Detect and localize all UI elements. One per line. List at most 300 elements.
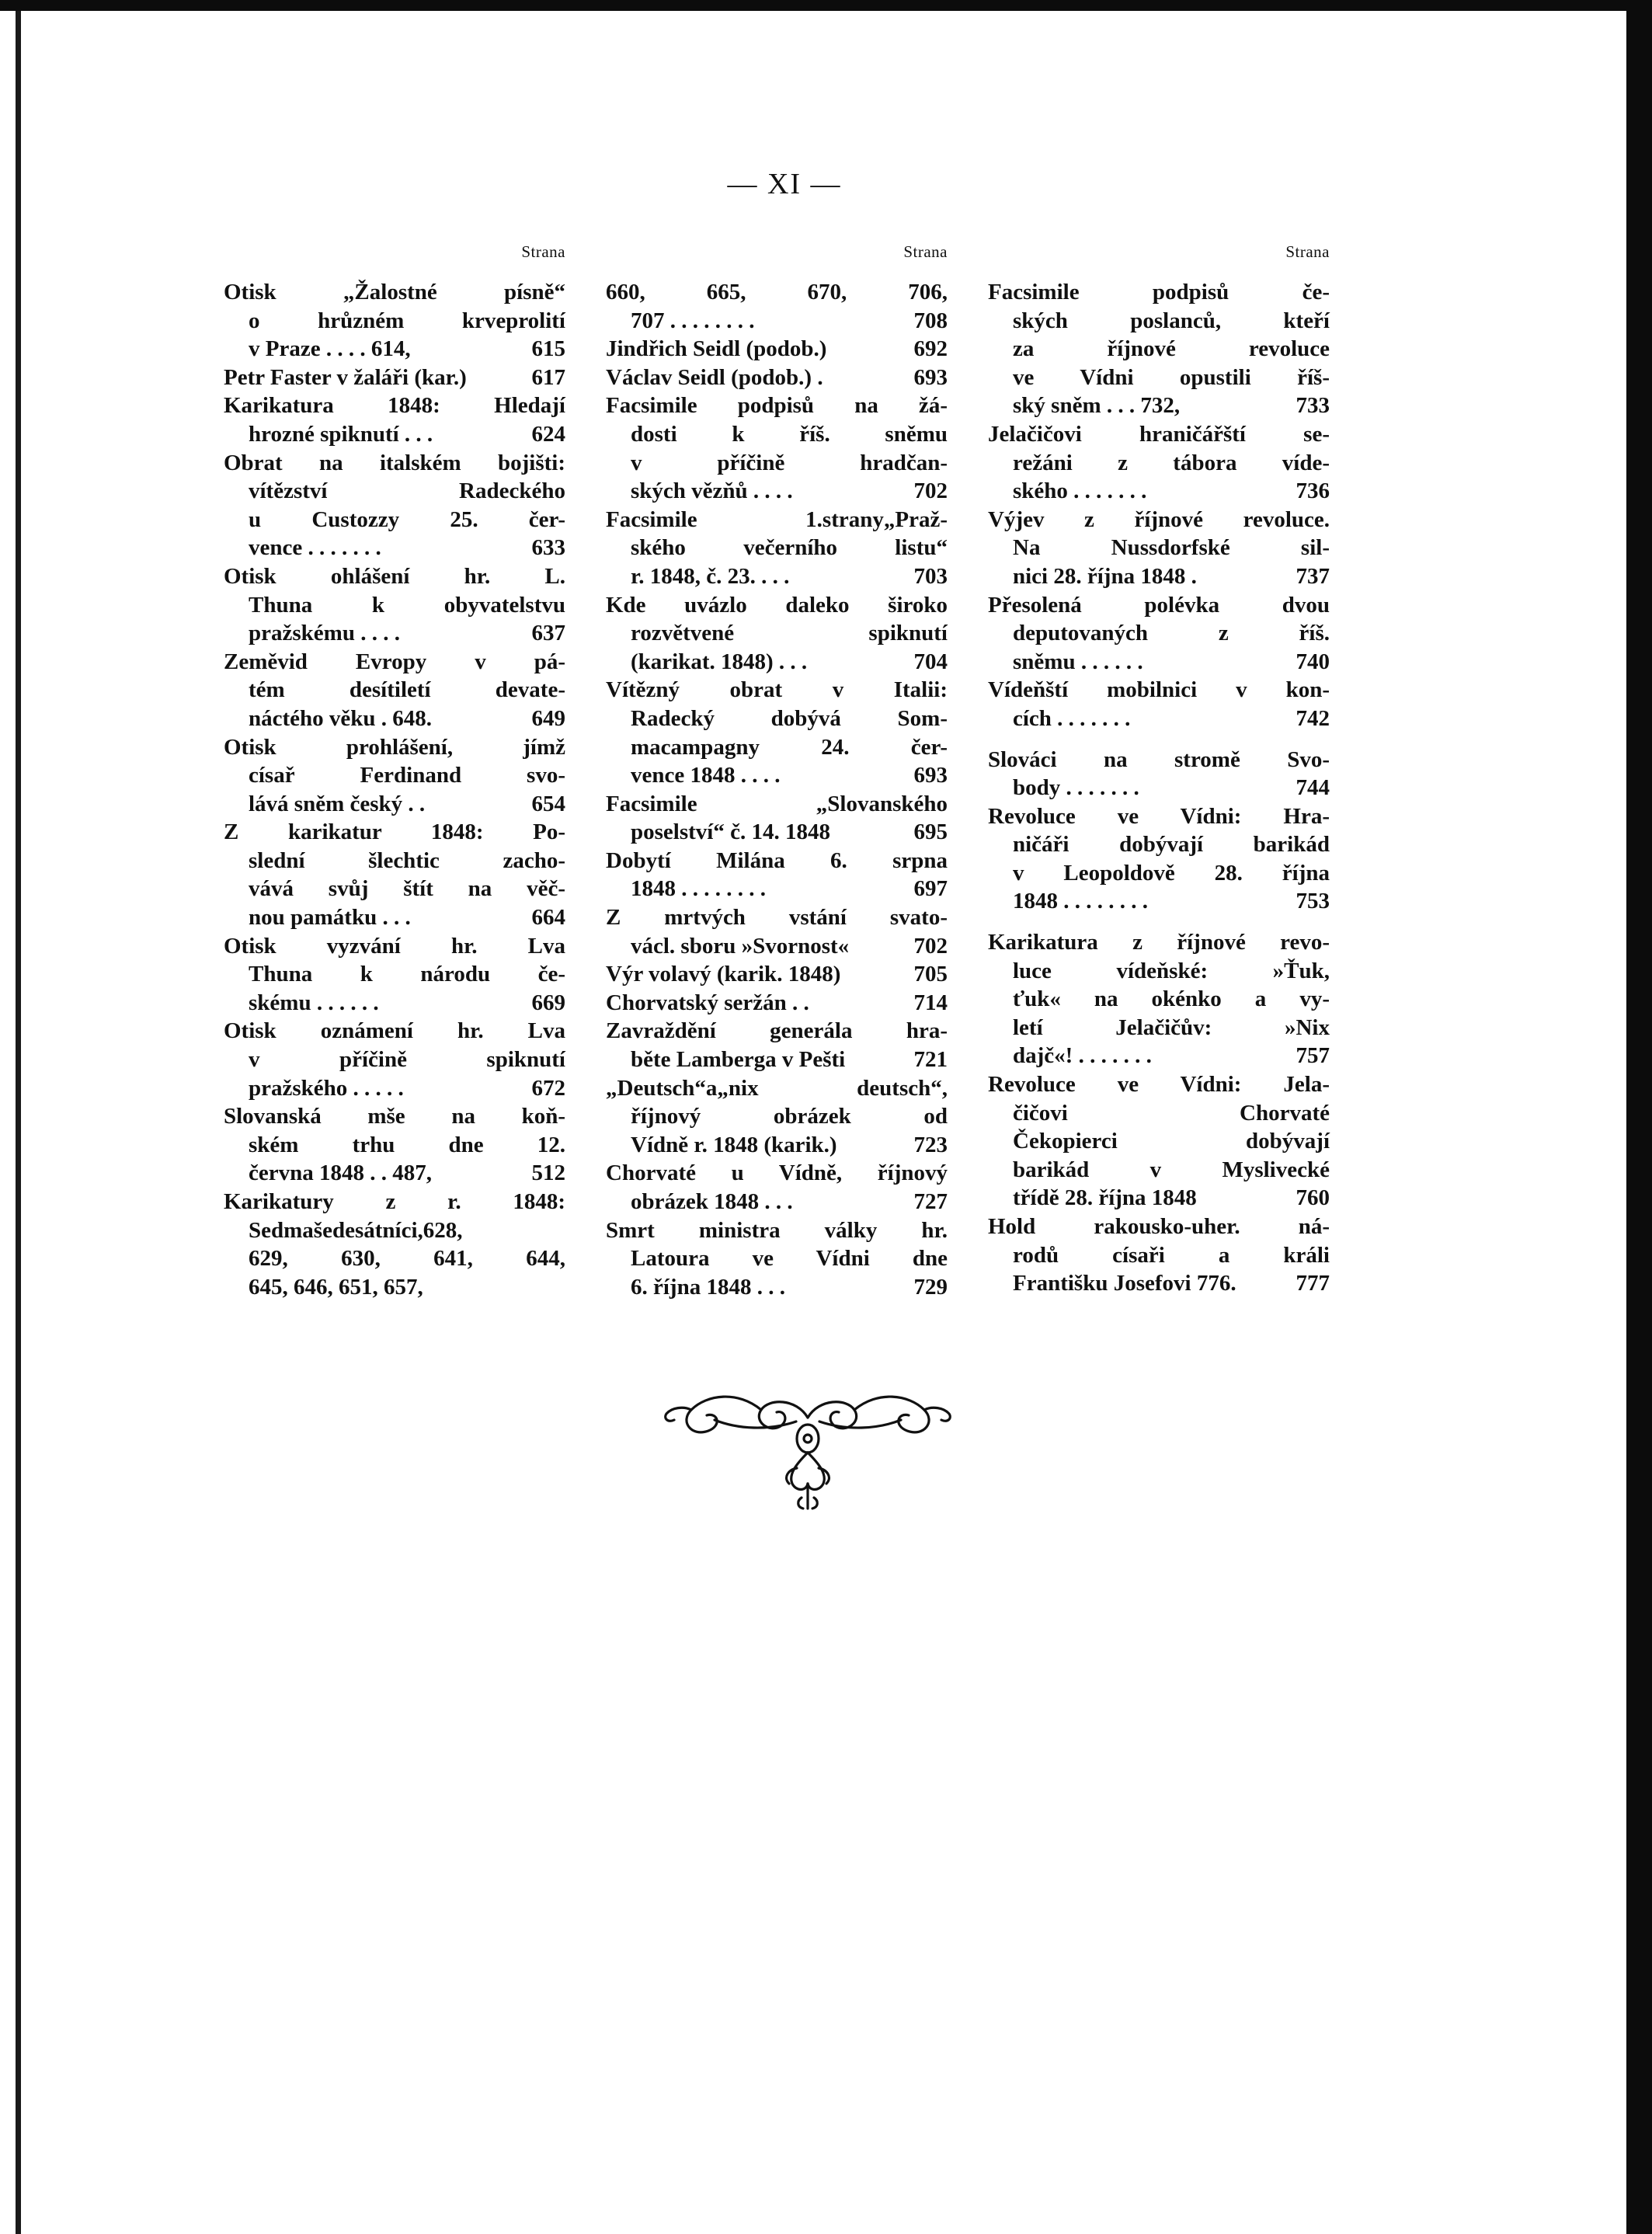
page-ref: 714	[913, 990, 948, 1015]
index-entry	[606, 1159, 948, 1216]
entry-text: Kde uvázlo daleko široko	[606, 592, 948, 618]
page-number: — XI —	[727, 168, 842, 200]
entry-text: císař Ferdinand svo-	[249, 763, 565, 788]
index-entry	[224, 733, 565, 819]
entry-text: čičovi Chorvaté	[1013, 1100, 1330, 1126]
index-entry	[988, 928, 1330, 1070]
index-entry	[224, 449, 565, 562]
index-entry-line	[606, 420, 948, 449]
entry-text: Václav Seidl (podob.) .	[606, 364, 823, 390]
entry-text: hrozné spiknutí . . .	[249, 421, 433, 447]
page-ref: 740	[1296, 649, 1330, 674]
index-entry-line	[606, 818, 948, 847]
index-entry-line	[224, 506, 565, 534]
entry-text: Karikatura z říjnové revo-	[988, 930, 1330, 955]
page-ref: 617	[531, 364, 565, 390]
index-entry-line	[224, 790, 565, 819]
entry-text: r. 1848, č. 23. . . .	[631, 563, 790, 589]
index-entry-line	[224, 335, 565, 364]
index-entry-line	[606, 562, 948, 591]
entry-text: ských vězňů . . . .	[631, 478, 793, 504]
index-entry-line	[606, 733, 948, 762]
index-entry-line	[988, 278, 1330, 307]
index-entry-line	[224, 1244, 565, 1273]
index-entry-line	[224, 932, 565, 961]
index-entry-line	[988, 1213, 1330, 1241]
entry-text: vence . . . . . . .	[249, 535, 381, 561]
entry-text: Výjev z říjnové revoluce.	[988, 506, 1330, 532]
index-entry-line	[988, 676, 1330, 705]
entry-text: Smrt ministra války hr.	[606, 1217, 948, 1243]
index-entry-line	[988, 1042, 1330, 1070]
entry-text: vává svůj štít na věč-	[249, 876, 565, 902]
entry-text: náctého věku . 648.	[249, 705, 433, 731]
entry-text: rodů císaři a králi	[1013, 1242, 1330, 1268]
index-entry-line	[606, 1216, 948, 1245]
page-ref: 637	[531, 621, 565, 646]
entry-text: 1848 . . . . . . . .	[1013, 889, 1148, 914]
index-entry	[224, 562, 565, 648]
page-ref: 693	[913, 763, 948, 788]
index-entry-line	[224, 1131, 565, 1160]
entry-text: Chorvaté u Vídně, říjnový	[606, 1160, 948, 1186]
index-entry-line	[606, 307, 948, 336]
entry-text: Na Nussdorfské sil-	[1013, 535, 1330, 561]
index-entry	[606, 391, 948, 505]
entry-text: Obrat na italském bojišti:	[224, 450, 565, 475]
index-entry	[988, 420, 1330, 506]
index-entry-line	[988, 648, 1330, 677]
entry-text: Petr Faster v žaláři (kar.)	[224, 364, 467, 390]
index-entry-line	[224, 1216, 565, 1245]
entry-text: ského večerního listu“	[631, 535, 948, 561]
entry-text: pražskému . . . .	[249, 621, 400, 646]
entry-text: Thuna k obyvatelstvu	[249, 592, 565, 618]
index-entry-line	[224, 307, 565, 336]
entry-text: v Leopoldově 28. října	[1013, 860, 1330, 886]
index-entry	[224, 1188, 565, 1301]
entry-text: cích . . . . . . .	[1013, 705, 1131, 731]
index-entry-line	[224, 278, 565, 307]
index-entry-line	[988, 985, 1330, 1014]
entry-text: slední šlechtic zacho-	[249, 847, 565, 873]
entry-text: nou památku . . .	[249, 905, 411, 931]
entry-text: Karikatury z r. 1848:	[224, 1189, 565, 1214]
index-entry	[224, 1102, 565, 1188]
page-ref: 697	[913, 876, 948, 902]
index-entry-line	[606, 1046, 948, 1074]
entry-text: 6. října 1848 . . .	[631, 1274, 785, 1300]
index-entry-line	[988, 534, 1330, 562]
index-entry-line	[606, 1188, 948, 1216]
index-entry-line	[988, 1156, 1330, 1185]
page-ref: 736	[1296, 478, 1330, 504]
index-entry-line	[224, 648, 565, 677]
index-entry	[606, 1017, 948, 1074]
entry-text: ťuk« na okénko a vy-	[1013, 987, 1330, 1012]
index-entry-line	[224, 1074, 565, 1103]
entry-text: Výr volavý (karik. 1848)	[606, 962, 841, 987]
index-entry-line	[606, 1074, 948, 1103]
entry-text: Jindřich Seidl (podob.)	[606, 336, 827, 362]
column-header-strana: Strana	[1285, 242, 1330, 261]
index-entry	[606, 1216, 948, 1302]
page-ref: 702	[913, 478, 948, 504]
index-entry-line	[988, 307, 1330, 336]
entry-text: Radecký dobývá Som-	[631, 705, 948, 731]
index-entry	[988, 506, 1330, 591]
index-entry-line	[606, 790, 948, 819]
index-entry-line	[224, 761, 565, 790]
page-ref: 695	[913, 819, 948, 845]
entry-text: v příčině spiknutí	[249, 1047, 565, 1073]
entry-text: Jelačičovi hraničářští se-	[988, 421, 1330, 447]
page-ref: 723	[913, 1132, 948, 1157]
index-entry-line	[988, 1184, 1330, 1213]
page-ref: 777	[1296, 1271, 1330, 1296]
page-ref: 757	[1296, 1043, 1330, 1069]
entry-text: o hrůzném krveprolití	[249, 308, 565, 333]
page-ref: 742	[1296, 705, 1330, 731]
index-entry-line	[224, 818, 565, 847]
decorative-ornament	[637, 1375, 979, 1530]
entry-text: vítězství Radeckého	[249, 478, 565, 504]
entry-text: Vídně r. 1848 (karik.)	[631, 1132, 837, 1157]
index-entry-line	[224, 391, 565, 420]
index-entry-line	[988, 1269, 1330, 1298]
index-entries	[988, 278, 1330, 1298]
index-entry	[224, 1017, 565, 1102]
page-ref: 729	[913, 1274, 948, 1300]
index-entry-line	[606, 477, 948, 506]
index-entry-line	[224, 534, 565, 562]
entry-text: ském trhu dne 12.	[249, 1132, 565, 1157]
entry-text: běte Lamberga v Pešti	[631, 1047, 846, 1073]
entry-text: dajč«! . . . . . . .	[1013, 1043, 1152, 1069]
index-entry-line	[224, 705, 565, 733]
index-entry-line	[606, 1244, 948, 1273]
index-entry-line	[224, 875, 565, 903]
entry-text: václ. sboru »Svornost«	[631, 933, 850, 959]
index-entry	[606, 506, 948, 591]
index-entry-line	[224, 591, 565, 620]
index-entry	[606, 960, 948, 989]
index-entry-line	[606, 449, 948, 478]
entry-text: Vítězný obrat v Italii:	[606, 677, 948, 703]
index-entry-line	[988, 562, 1330, 591]
index-entry	[988, 746, 1330, 802]
index-entry-line	[988, 928, 1330, 957]
index-entry-line	[224, 477, 565, 506]
entry-text: letí Jelačičův: »Nix	[1013, 1014, 1330, 1040]
index-entry-line	[606, 506, 948, 534]
ornament-flourish-icon	[637, 1375, 979, 1530]
entry-text: barikád v Myslivecké	[1013, 1157, 1330, 1182]
entry-text: nici 28. října 1848 .	[1013, 563, 1197, 589]
index-entry-line	[224, 1188, 565, 1216]
index-entry	[224, 648, 565, 733]
index-entry-line	[606, 676, 948, 705]
scan-border-left	[16, 11, 21, 2234]
entry-text: Facsimile 1.strany„Praž-	[606, 506, 948, 532]
entry-text: ského . . . . . . .	[1013, 478, 1147, 504]
entry-text: Facsimile podpisů na žá-	[606, 393, 948, 419]
index-entry-line	[224, 420, 565, 449]
entry-text: Facsimile „Slovanského	[606, 791, 948, 816]
index-entry-line	[606, 335, 948, 364]
index-entry-line	[606, 391, 948, 420]
index-entry-line	[988, 506, 1330, 534]
index-entries	[224, 278, 565, 1301]
index-entry-line	[606, 875, 948, 903]
index-entry-line	[606, 1102, 948, 1131]
index-entry-line	[988, 859, 1330, 888]
index-entry-line	[606, 932, 948, 961]
index-entry-line	[988, 887, 1330, 916]
entry-text: Dobytí Milána 6. srpna	[606, 847, 948, 873]
index-entry-line	[988, 705, 1330, 733]
index-entry-line	[224, 676, 565, 705]
entry-text: ve Vídni opustili říš-	[1013, 364, 1330, 390]
index-entry	[988, 802, 1330, 916]
index-entry	[988, 1213, 1330, 1298]
page-ref: 512	[531, 1160, 565, 1186]
entry-text: třídě 28. října 1848	[1013, 1185, 1197, 1211]
entry-text: Revoluce ve Vídni: Hra-	[988, 803, 1330, 829]
column-header-strana: Strana	[903, 242, 948, 261]
entry-text: u Custozzy 25. čer-	[249, 506, 565, 532]
entry-text: Z mrtvých vstání svato-	[606, 905, 948, 931]
index-entry-line	[988, 364, 1330, 392]
index-entry-line	[988, 1241, 1330, 1270]
index-entry-line	[224, 1159, 565, 1188]
page-ref: 721	[913, 1047, 948, 1073]
index-entry-line	[606, 761, 948, 790]
index-entry	[606, 591, 948, 677]
index-entry	[606, 903, 948, 960]
index-entry-line	[606, 847, 948, 875]
index-entry	[606, 790, 948, 847]
index-entry-line	[988, 957, 1330, 986]
index-entry-line	[606, 591, 948, 620]
entry-text: Otisk vyzvání hr. Lva	[224, 933, 565, 959]
index-entry-line	[988, 1127, 1330, 1156]
index-entry-line	[606, 960, 948, 989]
entry-text: Zavraždění generála hra-	[606, 1018, 948, 1044]
index-entry	[988, 278, 1330, 420]
index-entry-line	[988, 335, 1330, 364]
index-entry-line	[224, 449, 565, 478]
index-entry-line	[606, 619, 948, 648]
index-entry-line	[224, 562, 565, 591]
entry-text: Chorvatský seržán . .	[606, 990, 809, 1015]
entry-text: Slováci na stromě Svo-	[988, 746, 1330, 772]
index-entry-line	[988, 802, 1330, 831]
entry-text: 645, 646, 651, 657,	[249, 1274, 423, 1300]
entry-text: v Praze . . . . 614,	[249, 336, 411, 362]
entry-text: ských poslanců, kteří	[1013, 308, 1330, 333]
entry-text: Hold rakousko-uher. ná-	[988, 1214, 1330, 1239]
page-ref: 693	[913, 364, 948, 390]
index-entry-line	[606, 1017, 948, 1046]
index-entry-line	[224, 364, 565, 392]
entry-text: ský sněm . . . 732,	[1013, 393, 1181, 419]
index-entry-line	[606, 1273, 948, 1302]
index-entry	[606, 847, 948, 903]
index-entries	[606, 278, 948, 1301]
index-entry	[224, 818, 565, 931]
index-entry-line	[606, 648, 948, 677]
scan-border-top	[0, 0, 1652, 11]
entry-text: Zeměvid Evropy v pá-	[224, 649, 565, 674]
entry-text: 660, 665, 670, 706,	[606, 280, 948, 304]
index-entry-line	[988, 1014, 1330, 1042]
page-ref: 615	[531, 336, 565, 362]
entry-text: (karikat. 1848) . . .	[631, 649, 808, 674]
page-ref: 624	[531, 421, 565, 447]
entry-text: deputovaných z říš.	[1013, 621, 1330, 646]
page-ref: 704	[913, 649, 948, 674]
scan-border-right	[1626, 11, 1652, 2234]
page-ref: 692	[913, 336, 948, 362]
entry-text: Přesolená polévka dvou	[988, 592, 1330, 618]
entry-text: 1848 . . . . . . . .	[631, 876, 766, 902]
entry-text: lává sněm český . .	[249, 791, 426, 816]
index-entry	[988, 1070, 1330, 1213]
index-entry	[606, 364, 948, 392]
index-entry	[988, 676, 1330, 732]
entry-text: Otisk oznámení hr. Lva	[224, 1018, 565, 1044]
entry-text: Františku Josefovi 776.	[1013, 1271, 1236, 1296]
entry-text: Thuna k národu če-	[249, 962, 565, 987]
index-entry	[224, 932, 565, 1018]
entry-text: sněmu . . . . . .	[1013, 649, 1143, 674]
entry-text: Sedmašedesátníci,628,	[249, 1217, 463, 1243]
page-ref: 737	[1296, 563, 1330, 589]
entry-text: června 1848 . . 487,	[249, 1160, 432, 1186]
page-ref: 672	[531, 1075, 565, 1101]
entry-text: Slovanská mše na koň-	[224, 1104, 565, 1129]
column-header-strana: Strana	[521, 242, 565, 261]
entry-text: za říjnové revoluce	[1013, 336, 1330, 362]
index-entry-line	[988, 1099, 1330, 1128]
index-entry-line	[606, 534, 948, 562]
entry-text: „Deutsch“a„nix deutsch“,	[606, 1075, 948, 1101]
page-ref: 760	[1296, 1185, 1330, 1211]
entry-text: Z karikatur 1848: Po-	[224, 819, 565, 845]
index-entry	[224, 391, 565, 448]
index-entry-line	[988, 830, 1330, 859]
index-entry	[224, 364, 565, 392]
index-entry-line	[224, 960, 565, 989]
index-entry	[606, 676, 948, 789]
entry-text: Otisk ohlášení hr. L.	[224, 563, 565, 589]
index-entry	[606, 278, 948, 335]
index-entry-line	[606, 278, 948, 307]
index-entry-line	[606, 705, 948, 733]
entry-text: 629, 630, 641, 644,	[249, 1246, 565, 1272]
entry-text: obrázek 1848 . . .	[631, 1189, 793, 1214]
index-entry-line	[988, 420, 1330, 449]
page-ref: 649	[531, 705, 565, 731]
page-ref: 744	[1296, 775, 1330, 801]
entry-text: body . . . . . . .	[1013, 775, 1139, 801]
index-entry-line	[224, 1102, 565, 1131]
entry-text: ničáři dobývají barikád	[1013, 832, 1330, 858]
index-entry-line	[988, 449, 1330, 478]
page-ref: 654	[531, 791, 565, 816]
entry-text: 707 . . . . . . . .	[631, 308, 755, 333]
index-entry-line	[224, 1017, 565, 1046]
entry-text: v příčině hradčan-	[631, 450, 948, 475]
page-ref: 727	[913, 1189, 948, 1214]
index-entry-line	[224, 1273, 565, 1302]
entry-text: Karikatura 1848: Hledají	[224, 393, 565, 419]
entry-text: Vídeňští mobilnici v kon-	[988, 677, 1330, 703]
index-entry-line	[224, 733, 565, 762]
entry-text: tém desítiletí devate-	[249, 677, 565, 703]
index-entry	[606, 1074, 948, 1160]
index-entry-line	[224, 847, 565, 875]
index-entry-line	[606, 989, 948, 1018]
index-entry-line	[606, 364, 948, 392]
entry-text: rozvětvené spiknutí	[631, 621, 948, 646]
page-ref: 633	[531, 535, 565, 561]
index-entry-line	[606, 1159, 948, 1188]
entry-text: Otisk „Žalostné písně“	[224, 280, 565, 304]
index-entry-line	[988, 774, 1330, 802]
entry-text: luce vídeňské: »Ťuk,	[1013, 958, 1330, 983]
entry-text: skému . . . . . .	[249, 990, 379, 1015]
page-ref: 733	[1296, 393, 1330, 419]
index-entry-line	[988, 591, 1330, 620]
entry-text: Latoura ve Vídni dne	[631, 1246, 948, 1272]
index-entry-line	[988, 477, 1330, 506]
entry-text: pražského . . . . .	[249, 1075, 404, 1101]
index-entry	[606, 989, 948, 1018]
index-entry-line	[988, 1070, 1330, 1099]
index-entry-line	[224, 619, 565, 648]
entry-text: dosti k říš. sněmu	[631, 421, 948, 447]
index-entry-line	[606, 1131, 948, 1160]
index-entry-line	[224, 989, 565, 1018]
entry-text: poselství“ č. 14. 1848	[631, 819, 830, 845]
index-entry-line	[988, 746, 1330, 774]
index-entry	[224, 278, 565, 364]
index-entry-line	[224, 1046, 565, 1074]
entry-text: Čekopierci dobývají	[1013, 1129, 1330, 1154]
entry-text: vence 1848 . . . .	[631, 763, 781, 788]
entry-text: říjnový obrázek od	[631, 1104, 948, 1129]
index-entry-line	[224, 903, 565, 932]
entry-text: Facsimile podpisů če-	[988, 280, 1330, 304]
entry-text: režáni z tábora víde-	[1013, 450, 1330, 475]
index-entry-line	[606, 903, 948, 932]
entry-text: Otisk prohlášení, jímž	[224, 734, 565, 760]
page-ref: 669	[531, 990, 565, 1015]
page-ref: 664	[531, 905, 565, 931]
page-ref: 702	[913, 933, 948, 959]
index-entry-line	[988, 619, 1330, 648]
page-ref: 703	[913, 563, 948, 589]
index-entry	[988, 591, 1330, 677]
index-entry-line	[988, 391, 1330, 420]
entry-text: Revoluce ve Vídni: Jela-	[988, 1072, 1330, 1098]
page-ref: 708	[913, 308, 948, 333]
page-ref: 705	[913, 962, 948, 987]
entry-text: macampagny 24. čer-	[631, 734, 948, 760]
index-entry	[606, 335, 948, 364]
